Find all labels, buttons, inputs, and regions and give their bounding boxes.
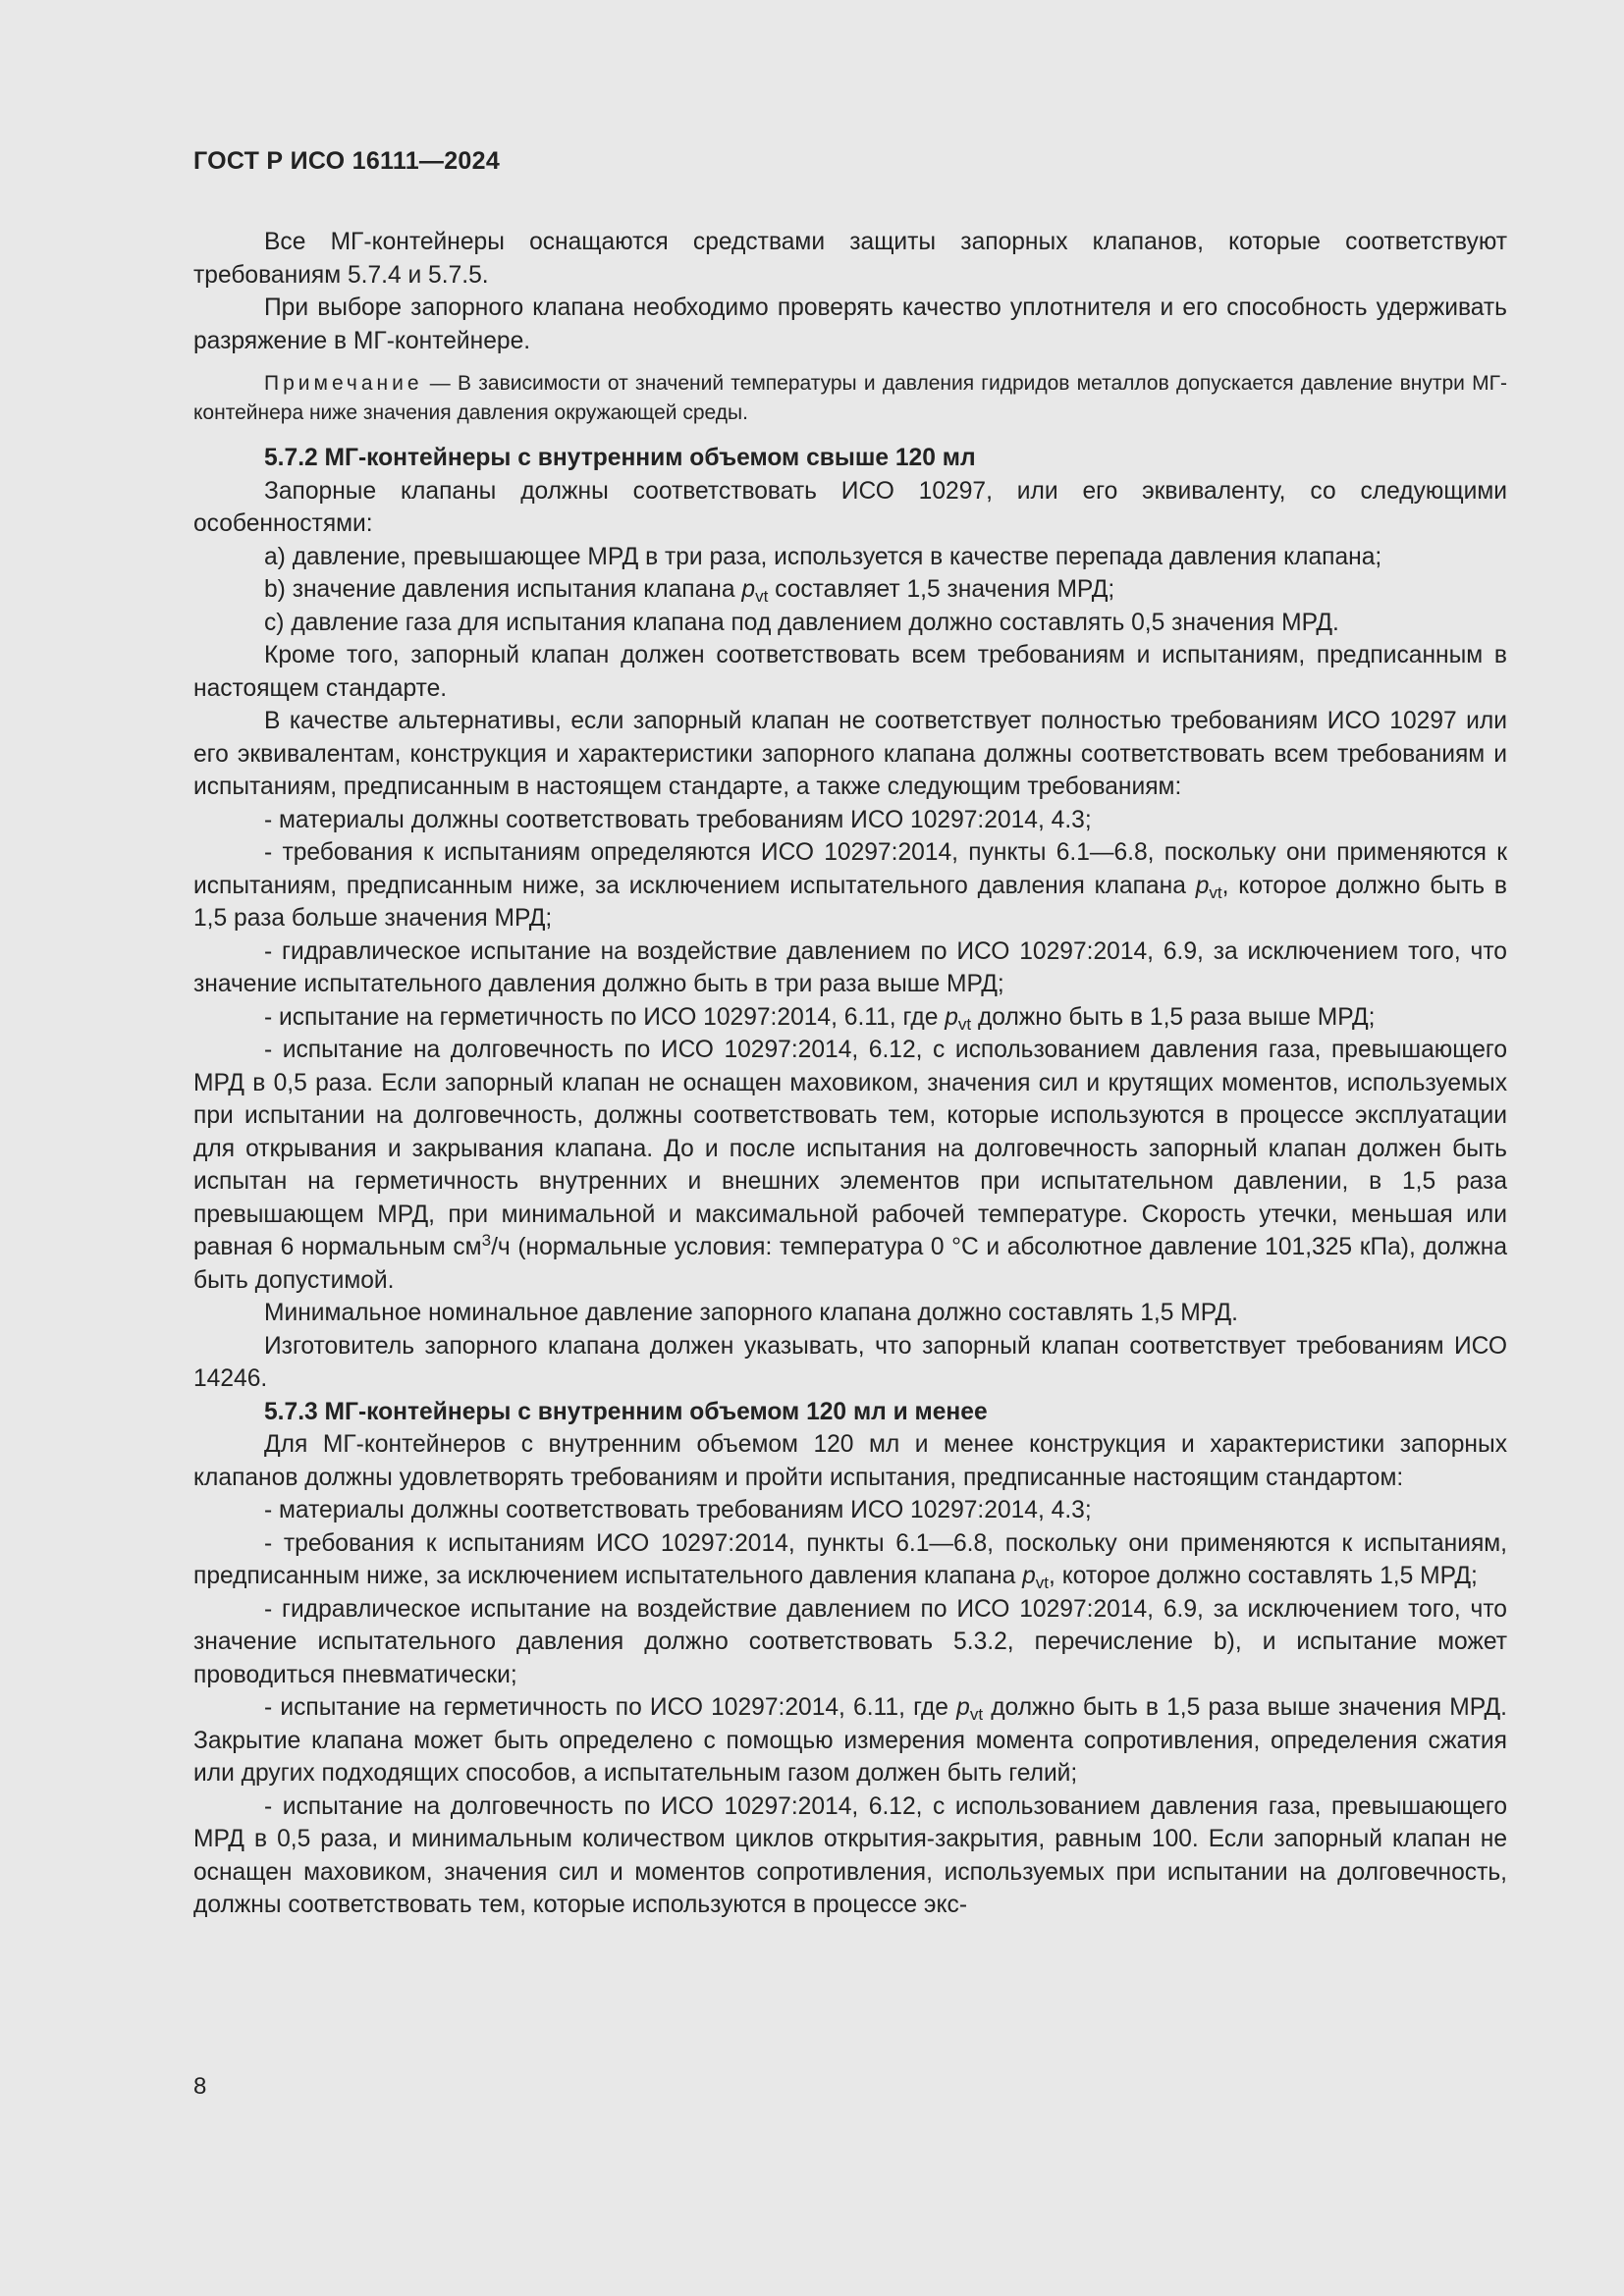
text-run: - испытание на долговечность по ИСО 10297:2014, 6.12, с использованием давления газа, превышающего МРД в 0,5 раза. Если запорный клапан не оснащен маховиком, значения сил и крутящих моментов, используемых при испытании на долговечность, должны соответствовать тем, которые используются в процессе эксплуатации для открывания и закрывания клапана. До и после испытания на долговечность запорный клапан должен быть испытан на герметичность внутренних и внешних элементов при испытательном давлении, в 1,5 раза превышающем МРД, при минимальной и максимальной рабочей температуре. Скорость утечки, меньшая или равная 6 нормальным см [193, 1037, 1507, 1260]
list-item [193, 1691, 1507, 1790]
text-run: , которое должно составлять 1,5 МРД; [1049, 1563, 1478, 1589]
symbol-p: p [1022, 1563, 1036, 1589]
section-heading-5-7-2: 5.7.2 МГ-контейнеры с внутренним объемом свыше 120 мл [264, 445, 976, 471]
list-item: - материалы должны соответствовать требованиям ИСО 10297:2014, 4.3; [264, 1497, 1092, 1523]
text-run: - требования к испытаниям определяются ИСО 10297:2014, пункты 6.1—6.8, поскольку они применяются к испытаниям, предписанным ниже, за исключением испытательного давления клапана [193, 839, 1507, 899]
document-body [193, 226, 1507, 1922]
list-item: - испытание на долговечность по ИСО 10297:2014, 6.12, с использованием давления газа, превышающего МРД в 0,5 раза, и минимальным количеством циклов открытия-закрытия, равным 100. Если запорный клапан не оснащен маховиком, значения сил и моментов сопротивления, используемых при испытании на долговечность, должны соответствовать тем, которые используются в процессе экс- [193, 1792, 1507, 1918]
paragraph: Изготовитель запорного клапана должен указывать, что запорный клапан соответствует требованиям ИСО 14246. [193, 1332, 1507, 1392]
section-heading-5-7-3: 5.7.3 МГ-контейнеры с внутренним объемом 120 мл и менее [264, 1398, 988, 1425]
list-item [193, 1001, 1507, 1035]
paragraph: Все МГ-контейнеры оснащаются средствами защиты запорных клапанов, которые соответствуют требованиям 5.7.4 и 5.7.5. [193, 229, 1507, 289]
text-run: , которое должно быть в 1,5 раза больше значения МРД; [193, 872, 1507, 932]
note-label: Примечание [264, 372, 423, 395]
symbol-p: p [1195, 872, 1210, 899]
text-run: составляет 1,5 значения МРД; [768, 576, 1115, 603]
subscript-vt: vt [1035, 1574, 1050, 1592]
paragraph: В качестве альтернативы, если запорный клапан не соответствует полностью требованиям ИСО 10297 или его эквивалентам, конструкция и характеристики запорного клапана должны соответствовать всем требованиям и испытаниям, предписанным в настоящем стандарте, а также следующим требованиям: [193, 708, 1507, 800]
text-run: - испытание на герметичность по ИСО 10297:2014, 6.11, где [264, 1003, 946, 1031]
paragraph: При выборе запорного клапана необходимо проверять качество уплотнителя и его способность удерживать разряжение в МГ-контейнере. [193, 294, 1507, 354]
list-item [193, 1527, 1507, 1593]
list-item: a) давление, превышающее МРД в три раза, используется в качестве перепада давления клапана; [264, 543, 1382, 570]
list-item: - гидравлическое испытание на воздействие давлением по ИСО 10297:2014, 6.9, за исключением того, что значение испытательного давления должно быть в три раза выше МРД; [193, 937, 1507, 997]
note [193, 369, 1507, 428]
text-run: - испытание на герметичность по ИСО 10297:2014, 6.11, где [264, 1694, 957, 1721]
subscript-vt: vt [755, 587, 769, 606]
paragraph: Кроме того, запорный клапан должен соответствовать всем требованиям и испытаниям, предписанным в настоящем стандарте. [193, 642, 1507, 702]
paragraph: Минимальное номинальное давление запорного клапана должно составлять 1,5 МРД. [264, 1300, 1238, 1326]
list-item: - материалы должны соответствовать требованиям ИСО 10297:2014, 4.3; [264, 806, 1092, 833]
text-run: должно быть в 1,5 раза выше МРД; [971, 1003, 1376, 1031]
subscript-vt: vt [1209, 882, 1222, 902]
symbol-p: p [945, 1003, 958, 1031]
text-run: должно быть в 1,5 раза выше значения МРД. Закрытие клапана может быть определено с помощью измерения момента сопротивления, определения сжатия или других подходящих способов, а испытательным газом должен быть гелий; [193, 1694, 1507, 1787]
text-run: - требования к испытаниям ИСО 10297:2014, пункты 6.1—6.8, поскольку они применяются к испытаниям, предписанным ниже, за исключением испытательного давления клапана [193, 1529, 1507, 1589]
list-item [193, 573, 1507, 607]
document-header-title: ГОСТ Р ИСО 16111—2024 [193, 147, 501, 175]
subscript-vt: vt [957, 1014, 972, 1034]
text-run: /ч (нормальные условия: температура 0 °С и абсолютное давление 101,325 кПа), должна быть допустимой. [193, 1234, 1508, 1294]
paragraph: Для МГ-контейнеров с внутренним объемом 120 мл и менее конструкция и характеристики запорных клапанов должны удовлетворять требованиям и пройти испытания, предписанные настоящим стандартом: [193, 1431, 1507, 1491]
subscript-vt: vt [969, 1705, 984, 1724]
symbol-p: p [741, 576, 756, 603]
list-item: c) давление газа для испытания клапана под давлением должно составлять 0,5 значения МРД. [264, 609, 1339, 636]
superscript-3: 3 [481, 1231, 492, 1250]
page-number: 8 [193, 2073, 207, 2100]
paragraph: Запорные клапаны должны соответствовать ИСО 10297, или его эквиваленту, со следующими особенностями: [193, 477, 1507, 537]
list-item [193, 1034, 1507, 1297]
symbol-p: p [956, 1694, 970, 1721]
list-item: - гидравлическое испытание на воздействие давлением по ИСО 10297:2014, 6.9, за исключением того, что значение испытательного давления должно соответствовать 5.3.2, перечисление b), и испытание может проводиться пневматически; [193, 1595, 1507, 1688]
text-run: b) значение давления испытания клапана [264, 576, 742, 603]
list-item [193, 836, 1507, 935]
note-text: — В зависимости от значений температуры и давления гидридов металлов допускается давление внутри МГ-контейнера ниже значения давления окружающей среды. [193, 372, 1507, 424]
